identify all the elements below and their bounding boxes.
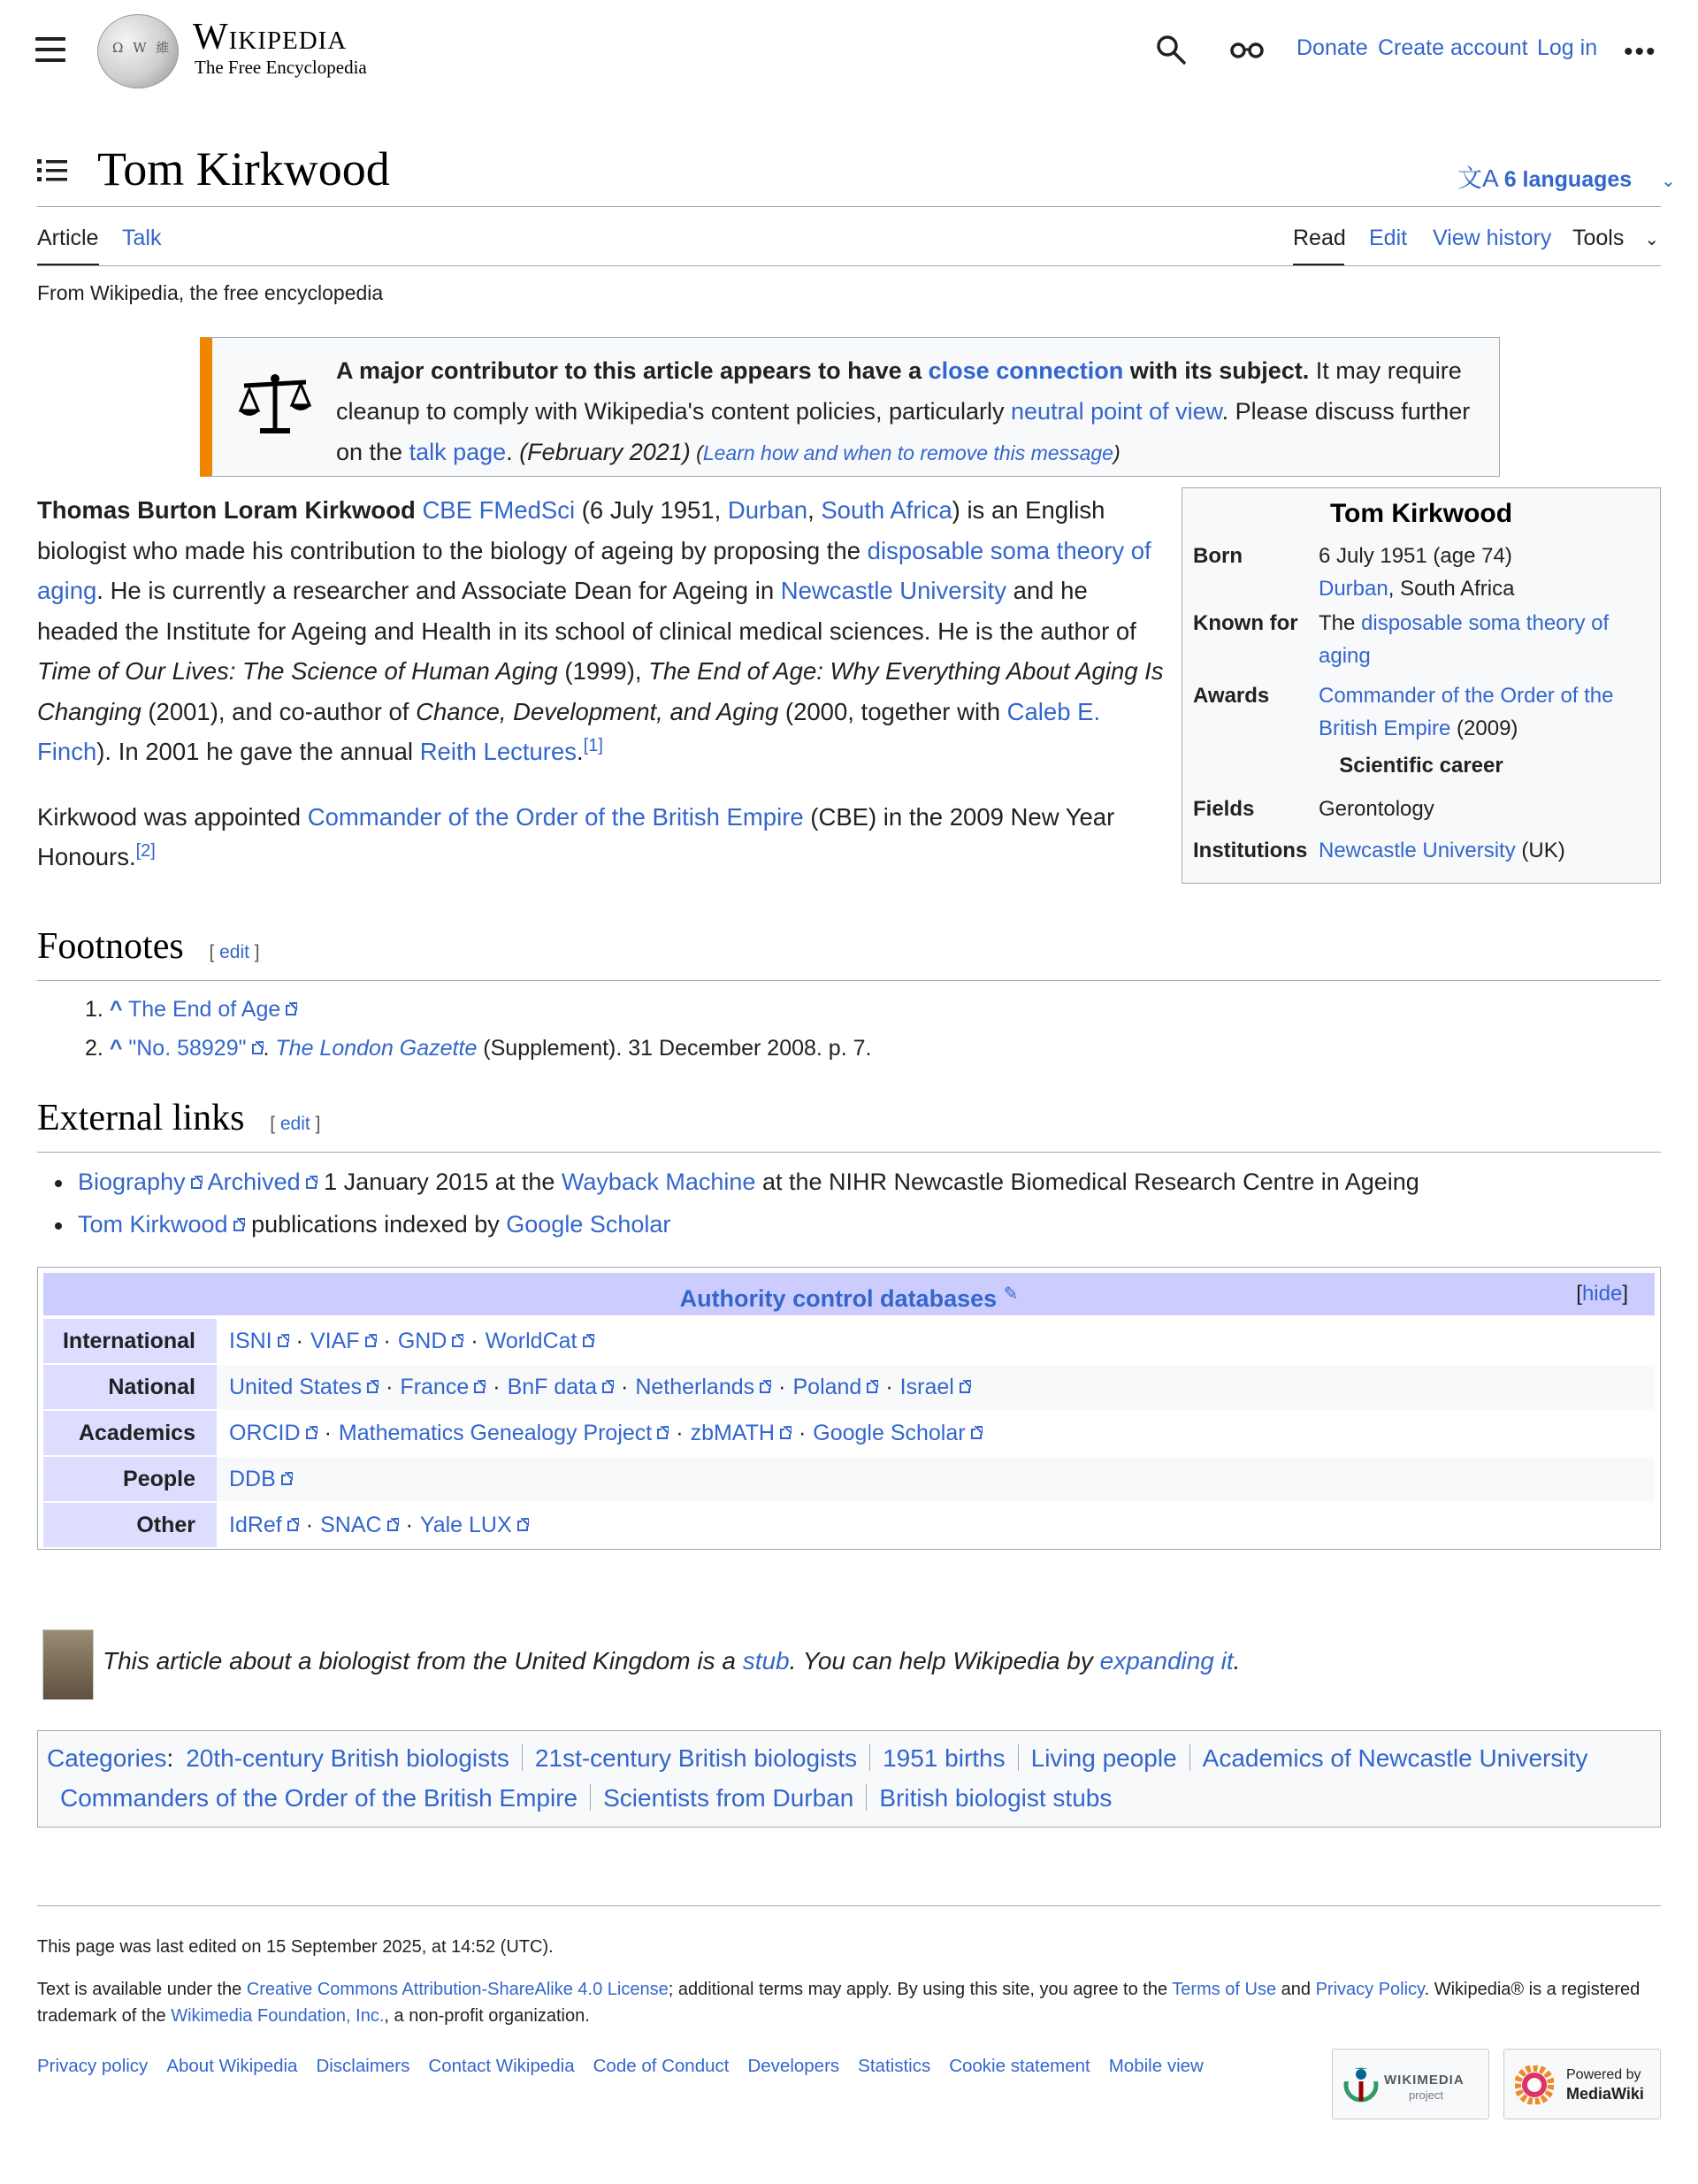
language-count: 6 languages bbox=[1503, 167, 1633, 192]
infobox-row-institutions bbox=[1193, 834, 1653, 867]
external-links-heading bbox=[37, 1097, 320, 1139]
math-genealogy-link[interactable]: Mathematics Genealogy Project bbox=[339, 1421, 669, 1445]
infobox-row-known-for bbox=[1193, 607, 1653, 672]
zbmath-link[interactable]: zbMATH bbox=[691, 1421, 792, 1445]
wikipedia-tagline: The Free Encyclopedia bbox=[195, 57, 367, 78]
authority-row-academics bbox=[43, 1411, 1655, 1455]
cbe-link[interactable]: CBE bbox=[422, 496, 472, 524]
footnote-item bbox=[85, 990, 871, 1029]
authority-row-other bbox=[43, 1503, 1655, 1547]
authority-row-items: ORCID · Mathematics Genealogy Project · zbMATH · Google Scholar bbox=[220, 1411, 1655, 1455]
infobox-newcastle-link[interactable]: Newcastle University bbox=[1319, 839, 1516, 862]
footer-code-of-conduct[interactable]: Code of Conduct bbox=[593, 2056, 730, 2076]
infobox-label: Fields bbox=[1193, 797, 1255, 821]
hide-link[interactable]: hide bbox=[1581, 1282, 1623, 1306]
tab-article[interactable]: Article bbox=[37, 226, 99, 250]
infobox-title: Tom Kirkwood bbox=[1329, 499, 1513, 528]
biologist-portrait-image[interactable] bbox=[42, 1629, 94, 1700]
viaf-link[interactable]: VIAF bbox=[310, 1329, 377, 1353]
footer-links bbox=[37, 2056, 1222, 2077]
authority-row-items: ISNI · VIAF · GND · WorldCat bbox=[220, 1319, 1655, 1363]
poland-link[interactable]: Poland bbox=[792, 1375, 878, 1399]
notice-paren: ) bbox=[1113, 441, 1121, 464]
biography-link[interactable]: Biography bbox=[78, 1169, 203, 1195]
disposable-soma-link[interactable]: disposable soma theory of aging bbox=[37, 536, 1151, 604]
authority-row-people bbox=[43, 1457, 1655, 1501]
cbe-order-link[interactable]: Commander of the Order of the British Empire bbox=[307, 802, 804, 831]
coi-notice-text bbox=[336, 350, 1495, 473]
authority-row-label: International bbox=[43, 1319, 217, 1363]
translate-icon: 文A bbox=[1457, 165, 1499, 192]
footer-contact[interactable]: Contact Wikipedia bbox=[428, 2056, 575, 2076]
reference-1[interactable]: [1] bbox=[583, 736, 603, 755]
appearance-glasses-icon[interactable] bbox=[1229, 39, 1265, 60]
infobox-row-fields bbox=[1193, 793, 1653, 825]
tab-read[interactable]: Read bbox=[1293, 226, 1346, 250]
footer-disclaimers[interactable]: Disclaimers bbox=[316, 2056, 410, 2076]
search-icon[interactable] bbox=[1155, 34, 1187, 65]
infobox-durban-link[interactable]: Durban bbox=[1319, 577, 1388, 601]
wayback-machine-link[interactable]: Wayback Machine bbox=[561, 1169, 756, 1195]
google-scholar-link[interactable]: Google Scholar bbox=[506, 1211, 671, 1238]
learn-remove-message-link[interactable]: Learn how and when to remove this message bbox=[702, 441, 1113, 464]
bnf-data-link[interactable]: BnF data bbox=[508, 1375, 614, 1399]
infobox-label: Known for bbox=[1193, 611, 1298, 635]
edit-link[interactable]: edit bbox=[279, 1114, 310, 1134]
footnote-number: 2. bbox=[85, 1036, 103, 1061]
close-connection-link[interactable]: close connection bbox=[928, 357, 1124, 384]
tab-edit[interactable]: Edit bbox=[1369, 226, 1408, 250]
edit-link[interactable]: edit bbox=[219, 942, 249, 962]
authority-control-title[interactable]: Authority control databases bbox=[679, 1285, 998, 1312]
london-gazette-link[interactable]: The London Gazette bbox=[275, 1036, 478, 1061]
badge-text: project bbox=[1409, 2088, 1444, 2102]
infobox-disposable-soma-link[interactable]: disposable soma theory of aging bbox=[1319, 611, 1610, 668]
infobox-value: The disposable soma theory of aging bbox=[1319, 611, 1610, 668]
cc-license-link[interactable]: Creative Commons Attribution-ShareAlike 4.0 License bbox=[246, 1980, 669, 1999]
yale-lux-link[interactable]: Yale LUX bbox=[420, 1513, 529, 1537]
ddb-link[interactable]: DDB bbox=[229, 1467, 293, 1491]
gazette-issue-link[interactable]: "No. 58929" bbox=[128, 1036, 263, 1061]
notice-date: (February 2021) bbox=[519, 439, 691, 465]
external-links-title: External links bbox=[37, 1098, 245, 1138]
authority-row-items bbox=[220, 1457, 1655, 1501]
footer-about[interactable]: About Wikipedia bbox=[166, 2056, 298, 2076]
category-link[interactable]: Scientists from Durban bbox=[603, 1784, 854, 1812]
footnote-item: 2. ^ "No. 58929" . The London Gazette (Supplement). 31 December 2008. p. 7. bbox=[85, 1036, 872, 1061]
last-edited-text: This page was last edited on 15 September 2025, at 14:52 (UTC). bbox=[37, 1937, 554, 1957]
footnotes-heading bbox=[37, 925, 260, 968]
south-africa-link[interactable]: South Africa bbox=[821, 496, 952, 524]
backlink-caret[interactable]: ^ bbox=[109, 997, 123, 1022]
footer-cookie-statement[interactable]: Cookie statement bbox=[949, 2056, 1090, 2076]
notice-bold-text: with its subject. bbox=[1123, 357, 1310, 384]
footnotes-list bbox=[85, 990, 871, 1068]
archived-link[interactable]: Archived bbox=[208, 1169, 317, 1195]
idref-link[interactable]: IdRef bbox=[229, 1513, 299, 1537]
infobox-label: Awards bbox=[1193, 684, 1270, 708]
category-link[interactable]: Commanders of the Order of the British Empire bbox=[60, 1784, 578, 1812]
infobox bbox=[1182, 487, 1661, 884]
infobox-row-born bbox=[1193, 540, 1653, 605]
notice-text: . Please discuss further on the bbox=[336, 398, 1471, 465]
main-menu-button[interactable] bbox=[35, 37, 65, 62]
site-subtitle: From Wikipedia, the free encyclopedia bbox=[37, 281, 384, 304]
badge-text: MediaWiki bbox=[1566, 2085, 1644, 2103]
authority-row-label: Other bbox=[43, 1503, 217, 1547]
tab-view-history[interactable]: View history bbox=[1433, 226, 1552, 250]
infobox-value: Newcastle University (UK) bbox=[1319, 839, 1565, 862]
category-link[interactable]: 20th-century British biologists bbox=[186, 1744, 509, 1772]
external-links-divider bbox=[37, 1152, 1661, 1153]
stub-notice: This article about a biologist from the United Kingdom is a stub. You can help Wikipedia by expanding it. bbox=[103, 1647, 1241, 1674]
durban-link[interactable]: Durban bbox=[727, 496, 808, 524]
coi-notice bbox=[200, 337, 1500, 477]
netherlands-link[interactable]: Netherlands bbox=[635, 1375, 771, 1399]
footer-developers[interactable]: Developers bbox=[747, 2056, 840, 2076]
backlink-caret[interactable]: ^ bbox=[109, 1036, 123, 1061]
mediawiki-flower-icon bbox=[1515, 2065, 1554, 2104]
footer-privacy-policy[interactable]: Privacy policy bbox=[37, 2056, 149, 2076]
infobox-value: Gerontology bbox=[1319, 797, 1434, 821]
expanding-it-link[interactable]: expanding it bbox=[1099, 1647, 1234, 1674]
hide-toggle[interactable]: [hide] bbox=[1576, 1282, 1628, 1306]
wikipedia-globe-logo[interactable] bbox=[97, 14, 179, 88]
categories-box: Categories: 20th-century British biologists 21st-century British biologists 1951 births Living people Academics of Newcastle University Commanders of the Order of the British Empire Scientists from Durban British biologist stubs bbox=[37, 1730, 1661, 1828]
pencil-icon[interactable]: ✎ bbox=[1003, 1284, 1019, 1304]
france-link[interactable]: France bbox=[400, 1375, 486, 1399]
footer-mobile-view[interactable]: Mobile view bbox=[1108, 2056, 1204, 2076]
talk-page-link[interactable]: talk page bbox=[409, 439, 507, 465]
more-options-icon[interactable]: ••• bbox=[1624, 37, 1657, 66]
log-in-link[interactable]: Log in bbox=[1537, 35, 1598, 60]
caleb-finch-link[interactable]: Caleb E. Finch bbox=[37, 697, 1101, 765]
authority-row-national bbox=[43, 1365, 1655, 1409]
reference-2[interactable]: [2] bbox=[135, 841, 156, 861]
authority-row-items: IdRef · SNAC · Yale LUX bbox=[220, 1503, 1655, 1547]
table-of-contents-icon[interactable] bbox=[37, 157, 67, 184]
list-item: Tom Kirkwood publications indexed by Google Scholar bbox=[55, 1203, 1419, 1245]
license-text: Text is available under the Creative Commons Attribution-ShareAlike 4.0 License; additional terms may apply. By using this site, you agree to the Terms of Use and Privacy Policy. Wikipedia® is a registered trademark of the Wikimedia Foundation, Inc., a non-profit organization. bbox=[37, 1980, 1641, 2026]
newcastle-university-link[interactable]: Newcastle University bbox=[780, 577, 1006, 604]
united-states-link[interactable]: United States bbox=[229, 1375, 379, 1399]
gnd-link[interactable]: GND bbox=[398, 1329, 464, 1353]
footer-statistics[interactable]: Statistics bbox=[858, 2056, 931, 2076]
authority-row-label: People bbox=[43, 1457, 217, 1501]
authority-control-header bbox=[43, 1273, 1655, 1315]
lead-paragraph: Thomas Burton Loram Kirkwood CBE FMedSci (6 July 1951, Durban, South Africa) is an English biologist who made his contribution to the biology of ageing by proposing the disposable soma theory of aging. He is currently a researcher and Associate Dean for Ageing in Newcastle University and he headed the Institute for Ageing and Health in its school of clinical medical sciences. He is the author of Time of Our Lives: The Science of Human Aging (1999), The End of Age: Why Everything About Aging Is Changing (2001), and co-author of Chance, Development, and Aging (2000, together with Caleb E. Finch). In 2001 he gave the annual Reith Lectures.[1] bbox=[37, 496, 1164, 765]
infobox-section-career: Scientific career bbox=[1339, 754, 1503, 778]
create-account-link[interactable]: Create account bbox=[1378, 35, 1528, 60]
authority-control-navbox bbox=[37, 1267, 1661, 1550]
donate-link[interactable]: Donate bbox=[1296, 35, 1368, 60]
category-link[interactable]: British biologist stubs bbox=[879, 1784, 1113, 1812]
authority-row-label: Academics bbox=[43, 1411, 217, 1455]
footnotes-divider bbox=[37, 980, 1661, 981]
list-item: Biography Archived 1 January 2015 at the Wayback Machine at the NIHR Newcastle Biomedical Research Centre in Ageing bbox=[55, 1161, 1419, 1203]
privacy-policy-inline-link[interactable]: Privacy Policy bbox=[1315, 1980, 1425, 1999]
categories-label-link[interactable]: Categories bbox=[47, 1744, 167, 1772]
authority-row-label: National bbox=[43, 1365, 217, 1409]
title-divider bbox=[37, 206, 1661, 207]
notice-bold-text: A major contributor to this article appears to have a bbox=[336, 357, 929, 384]
infobox-cbe-link[interactable]: Commander of the Order of the British Empire bbox=[1319, 684, 1614, 740]
orcid-link[interactable]: ORCID bbox=[229, 1421, 317, 1445]
tools-menu[interactable] bbox=[1572, 226, 1659, 251]
wikimedia-project-badge[interactable] bbox=[1332, 2049, 1489, 2119]
authority-row-international bbox=[43, 1319, 1655, 1363]
article-body bbox=[37, 490, 1169, 902]
notice-text: It may require cleanup to comply with Wikipedia's content policies, particularly bbox=[336, 357, 1462, 425]
badge-text: Powered by bbox=[1566, 2067, 1641, 2082]
external-links-list bbox=[55, 1161, 1419, 1245]
category-link[interactable]: 1951 births bbox=[883, 1744, 1006, 1772]
subject-name: Thomas Burton Loram Kirkwood bbox=[37, 496, 416, 524]
infobox-value: Commander of the Order of the British Empire (2009) bbox=[1319, 684, 1614, 740]
wikimedia-foundation-link[interactable]: Wikimedia Foundation, Inc. bbox=[171, 2006, 385, 2026]
fmedsci-link[interactable]: FMedSci bbox=[478, 496, 576, 524]
snac-link[interactable]: SNAC bbox=[320, 1513, 398, 1537]
category-link[interactable]: 21st-century British biologists bbox=[534, 1744, 858, 1772]
footnotes-edit[interactable]: [ edit ] bbox=[209, 942, 260, 962]
tab-talk[interactable]: Talk bbox=[122, 226, 162, 250]
google-scholar-authority-link[interactable]: Google Scholar bbox=[813, 1421, 982, 1445]
infobox-row-awards bbox=[1193, 679, 1653, 745]
language-button[interactable] bbox=[1457, 159, 1676, 195]
footnotes-title: Footnotes bbox=[37, 926, 184, 967]
infobox-label: Institutions bbox=[1193, 839, 1308, 862]
wikimedia-logo-icon bbox=[1343, 2065, 1379, 2103]
infobox-label: Born bbox=[1193, 544, 1243, 568]
terms-of-use-link[interactable]: Terms of Use bbox=[1172, 1980, 1277, 1999]
infobox-value: 6 July 1951 (age 74) Durban, South Africa bbox=[1319, 544, 1515, 601]
worldcat-link[interactable]: WorldCat bbox=[486, 1329, 594, 1353]
honours-paragraph: Kirkwood was appointed Commander of the Order of the British Empire (CBE) in the 2009 New Year Honours.[2] bbox=[37, 802, 1115, 870]
badge-text: WIKIMEDIA bbox=[1384, 2073, 1465, 2088]
reith-lectures-link[interactable]: Reith Lectures bbox=[419, 738, 577, 765]
tom-kirkwood-scholar-link[interactable]: Tom Kirkwood bbox=[78, 1211, 245, 1238]
external-links-edit[interactable]: [ edit ] bbox=[270, 1114, 321, 1134]
tabs-divider bbox=[37, 265, 1661, 266]
notice-paren: ( bbox=[690, 441, 703, 464]
footer-divider bbox=[37, 1905, 1661, 1906]
npov-link[interactable]: neutral point of view bbox=[1011, 398, 1222, 425]
chevron-down-icon: ⌄ bbox=[1661, 172, 1676, 191]
category-link[interactable]: Academics of Newcastle University bbox=[1202, 1744, 1588, 1772]
tools-label: Tools bbox=[1572, 226, 1625, 250]
notice-text: . bbox=[506, 439, 520, 465]
authority-row-items: United States · France · BnF data · Netherlands · Poland · Israel bbox=[220, 1365, 1655, 1409]
footnote-number: 1. bbox=[85, 997, 103, 1022]
end-of-age-link[interactable]: The End of Age bbox=[128, 997, 297, 1022]
powered-by-mediawiki-badge[interactable] bbox=[1503, 2049, 1661, 2119]
category-link[interactable]: Living people bbox=[1030, 1744, 1177, 1772]
stub-link[interactable]: stub bbox=[742, 1647, 790, 1674]
isni-link[interactable]: ISNI bbox=[229, 1329, 289, 1353]
israel-link[interactable]: Israel bbox=[900, 1375, 971, 1399]
scales-icon bbox=[237, 370, 313, 441]
page-title: Tom Kirkwood bbox=[97, 142, 390, 195]
wikipedia-wordmark[interactable]: Wikipedia bbox=[193, 17, 348, 57]
chevron-down-icon: ⌄ bbox=[1644, 230, 1660, 249]
